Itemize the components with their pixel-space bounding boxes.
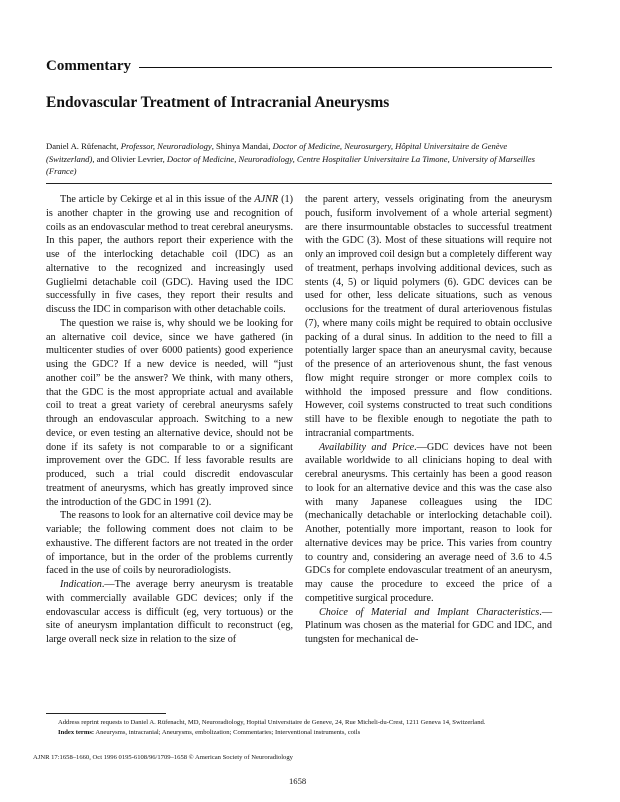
subhead-availability: Availability and Price xyxy=(319,441,415,453)
journal-citation: AJNR 17:1658–1660, Oct 1996 0195-6108/96/1709–1658 © American Society of Neuroradiology xyxy=(33,754,293,761)
author-block xyxy=(46,140,552,178)
paragraph-reasons: The reasons to look for an alternative coil device may be variable; the following comment does not claim to be exhaustive. The different factors are not treated in the order of importance, but in the order of the problems currently faced in the use of coils by neuroradiologists. xyxy=(46,510,293,577)
footnote-rule xyxy=(46,713,166,714)
paragraph-indication: Indication.—The average berry aneurysm is treatable with commercially available GDC devices; only if the endovascular access is difficult (eg, very tortuous) or the site of aneurysm implantation difficult to reconstruct (eg, large overall neck size in relation to the size of xyxy=(46,579,293,645)
author-separator-1: , Shinya Mandai, xyxy=(211,141,273,151)
subhead-material: Choice of Material and Implant Characteristics xyxy=(319,606,540,618)
footnote-index-terms: Index terms: Aneurysms, intracranial; Aneurysms, embolization; Commentaries; Interventional instruments, coils xyxy=(58,728,361,736)
author-3-role: Doctor of Medicine, Neuroradiology, Centre Hospitalier Universitaire La Timone, University of Marseilles (France) xyxy=(46,153,535,177)
paragraph-indication-continued: the parent artery, vessels originating from the aneurysm pouch, fusiform involvement of a whole arterial segment) are there insurmountable obstacles to successful treatment with the GDC (3). Most of these situations will require not only an improved coil design but a completely different way of treatment, perhaps involving additional devices, such as stents (4, 5) or liquid polymers (6). GDC devices can be used for other, less delicate situations, such as venous occlusions for the treatment of dural arteriovenous fistulas (7), where many coils might be required to obtain occlusive packing of a dural sinus. In addition to the need to fill a potentially larger space than an aneurysmal cavity, because of the presence of an arteriovenous shunt, the fast venous flow might require stronger or more complex coils to withhold the imposed pressure and flow conditions. However, coil systems constructed to treat such conditions still have to be flexible enough to negotiate the path to intracranial compartments. xyxy=(305,194,552,439)
footnote-address: Address reprint requests to Daniel A. Rüfenacht, MD, Neuroradiology, Hopital Universitaire de Geneve, 24, Rue Micheli-du-Crest, 1211 Geneva 14, Switzerland. xyxy=(58,719,486,726)
article-page xyxy=(33,0,552,802)
paragraph-intro: The article by Cekirge et al in this issue of the AJNR (1) is another chapter in the growing use and recognition of coils as an endovascular method to treat cerebral aneurysms. In this paper, the authors report their experience with the use of the interlocking detachable coil (IDC) as an alternative to the recognized and increasingly used Guglielmi detachable coil (GDC). Having used the IDC successfully in five cases, they report their results and discuss the IDC in comparison with other detachable coils. xyxy=(46,194,293,315)
paragraph-availability: Availability and Price.—GDC devices have not been available worldwide to all clinicians hoping to deal with cerebral aneurysms. This certainly has been a good reason to look for an alternative device and this was the case also with many Japanese colleagues using the IDC (mechanically detachable or interlocking detachable coil). Another, potentially more important, reason to look for alternative devices may be price. This varies from country to country and, considering an average need of 3.6 to 4.5 GDCs for complete endovascular treatment of an aneurysm, may cause the procedure to exceed the price of a competitive surgical procedure. xyxy=(305,441,552,604)
section-header xyxy=(46,58,552,75)
author-2-role: Doctor of Medicine, Neurosurgery, Hôpital Universitaire de Genève (Switzerland) xyxy=(46,141,508,164)
article-title: Endovascular Treatment of Intracranial Aneurysms xyxy=(46,94,390,111)
section-rule xyxy=(139,67,552,68)
paragraph-material: Choice of Material and Implant Characteristics.—Platinum was chosen as the material for GDC and IDC, and tungsten for mechanical de- xyxy=(305,606,552,645)
author-separator-2: , and Olivier Levrier, xyxy=(92,153,167,164)
index-terms-label: Index terms: xyxy=(58,728,95,736)
author-1-name: Daniel A. Rüfenacht, xyxy=(46,141,121,151)
author-1-role: Professor, Neuroradiology xyxy=(120,141,212,151)
paragraph-question: The question we raise is, why should we be looking for an alternative coil device, since we have gathered (in multicenter studies of over 6000 patients) good experience using the GDC? If a new device is needed, will “just another coil” be the answer? We think, with many others, that the GDC is the most appropriate actual and available coil to treat a great variety of cerebral aneurysms safely through an endovascular approach. Switching to a new device, or even testing an alternative device, should not be done if its safety is not comparable to or a significant improvement over the GDC. If less favorable results are produced, such a trial could discredit endovascular treatment of aneurysms, which has greatly improved since the introduction of the GDC in 1991 (2). xyxy=(46,317,293,508)
journal-name: AJNR xyxy=(254,194,279,205)
left-column xyxy=(46,193,293,647)
subhead-indication: Indication xyxy=(60,579,102,590)
footnotes xyxy=(46,718,552,737)
section-label: Commentary xyxy=(46,58,131,74)
page-number: 1658 xyxy=(289,776,307,786)
right-column xyxy=(305,193,552,647)
header-divider xyxy=(46,183,552,184)
